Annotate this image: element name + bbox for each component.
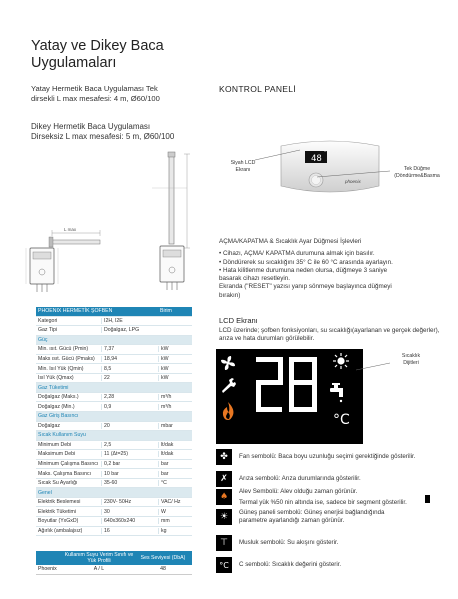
table-cell: bar [158,461,192,467]
instruction-line: • Döndürerek su sıcaklığını 35° C ile 60 °C arasında ayarlayın. [219,258,393,266]
table-cell: Doğalgaz, LPG [101,327,158,333]
legend-line: parametre ayarlandığı zaman görünür. [239,517,345,524]
table-cell: 2,28 [101,394,158,400]
table-cell: °C [158,480,192,486]
table-cell: Gaz Tipi [38,327,58,334]
dimension-label: L max [64,227,77,232]
table-cell: 0,2 bar [101,461,158,467]
header-cell: Kullanım Suyu Verim Sınıfı ve Yük Profili [64,552,134,564]
table-cell: m³/h [158,404,192,410]
wrench-icon: ✗ [216,471,232,487]
knob-callout-line [305,168,395,180]
legend-line: Arıza sembolü: Arıza durumlarında gösterilir. [239,475,361,483]
table-cell: Minimum Çalışma Basıncı [38,461,99,468]
knob-instructions [219,238,439,300]
instruction-line: basarak cihazı resetleyin. [219,275,291,283]
legend-text [239,488,407,506]
cell: 48 [160,566,166,573]
table-cell: Min. Isıl Yük (Qmin) [38,365,84,372]
cell: Phoenix [38,566,57,573]
table-cell: bar [158,471,192,477]
table-cell: 22 [101,375,158,381]
table-section-row [36,383,192,393]
table-cell: kW [158,375,192,381]
temp-label-line-2: Dijitleri [403,359,419,366]
table-row [36,393,192,403]
legend-text [239,475,361,483]
lcd-display [216,349,363,444]
legend-flame [216,484,446,510]
table-cell: mm [158,518,192,524]
page-title [31,38,231,72]
table-cell: Isıl Yük (Qmax) [38,375,74,382]
table-section-row [36,488,192,498]
legend-sun [216,508,446,526]
table-cell: Doğalgaz (Min.) [38,403,75,410]
table-cell: Maksimum Debi [38,451,76,458]
table-cell: m³/h [158,394,192,400]
table-row [36,450,192,460]
knob-label-line-2: (Döndürme&Basma [394,172,440,179]
temperature-digits-label [391,353,431,366]
horizontal-app-text [31,84,221,104]
table-row [36,469,192,479]
table-cell: 0,9 [101,404,158,410]
instruction-line: • Cihazı, AÇMA/ KAPATMA durumuna almak için basılır. [219,250,375,258]
table-cell: 35-60 [101,480,158,486]
table-cell: Elektrik Tüketimi [38,508,76,515]
table-cell: 8,5 [101,366,158,372]
table-cell: Minimum Debi [38,441,72,448]
efficiency-table [36,551,192,575]
table-section-row [36,336,192,346]
table-cell: Gaz Tüketimi [38,384,69,391]
table-cell: 20 [101,423,158,429]
sun-icon: ☀ [216,509,232,525]
lcd-callout-line [255,148,300,168]
table-cell: 230V- 50Hz [101,499,158,505]
table-cell: lt/dak [158,451,192,457]
legend-line: Güneş paneli sembolü: Güneş enerjisi bağlandığında [239,509,385,517]
horizontal-app-line-1: Yatay Hermetik Baca Uygulaması Tek [31,84,158,93]
single-segment-icon [425,495,430,503]
table-row [36,507,192,517]
vertical-app-line-1: Dikey Hermetik Baca Uygulaması [31,122,151,131]
legend-text [239,509,385,524]
display-value: 48 [311,154,322,164]
table-cell: Doğalgaz (Maks.) [38,394,79,401]
legend-line: C sembolü: Sıcaklık değerini gösterir. [239,561,342,569]
table-row [36,441,192,451]
table-row [36,422,192,432]
table-cell: kW [158,366,192,372]
vertical-app-text [31,122,221,142]
table-cell: kW [158,356,192,362]
fan-icon: ✤ [216,449,232,465]
table-row [36,517,192,527]
table-cell: Kategori [38,317,58,324]
lcd-sun-icon [333,353,349,369]
spec-table [36,307,192,536]
lcd-screen-label [226,160,260,173]
table-row [36,527,192,537]
table-row [36,317,192,327]
table-row [36,402,192,412]
cell: A / L [93,566,105,573]
legend-faucet [216,534,446,552]
table-cell: Min. ısıt. Gücü (Pmin) [38,346,89,353]
table-section-row [36,412,192,422]
table-cell: 11 (Δt=25) [101,451,158,457]
table-cell: 2,5 [101,442,158,448]
table-section-row [36,431,192,441]
table-row [36,345,192,355]
instructions-heading: AÇMA/KAPATMA & Sıcaklık Ayar Düğmesi İşlevleri [219,238,362,245]
lcd-celsius-symbol: °C [333,412,350,428]
celsius-icon: °C [216,557,232,573]
horizontal-app-line-2: dirsekli L max mesafesi: 4 m, Ø60/100 [31,94,160,103]
table-row [36,364,192,374]
table-cell: 10 bar [101,471,158,477]
flue-installation-diagram [22,148,197,298]
legend-text [239,539,338,547]
legend-text [239,561,341,569]
header-cell: PHOENIX HERMETİK ŞOFBEN [38,308,113,315]
instruction-line: • Hata kilitlenme durumuna neden olursa, düğmeye 3 saniye [219,266,388,274]
spec-table-header [36,307,192,317]
table-cell: Güç [38,336,48,343]
table-cell: kW [158,346,192,352]
brand-logo: phoenix [345,179,361,184]
legend-line: Musluk sembolü: Su akışını gösterir. [239,539,339,547]
table-cell: Sıcak Kullanım Suyu [38,432,86,439]
title-line-2: Uygulamaları [31,55,117,71]
table-cell: W [158,509,192,515]
temp-label-line-1: Sıcaklık [401,353,421,359]
table-cell: 16 [101,528,158,534]
instruction-line: Ekranda ("RESET" yazısı yanıp sönmeye başlayınca düğmeyi [219,283,392,291]
flame-icon: ♠ [216,489,232,505]
table-row [36,374,192,384]
table-cell: Boyutlar (YxGxD) [38,518,79,525]
legend-fan [216,448,446,466]
table-cell: mbar [158,423,192,429]
table-cell: Maks ısıt. Gücü (Pmaks) [38,356,95,362]
table-row [36,498,192,508]
table-cell: Elektrik Beslemesi [38,499,81,506]
lcd-label-line-1: Siyah LCD [230,160,256,166]
header-cell: Ses Seviyesi (DbA) [140,555,186,561]
table-cell: VAC/ Hz [158,499,192,505]
table-cell: Doğalgaz [38,422,60,429]
table-cell: Ağırlık (ambalajsız) [38,527,83,534]
faucet-icon: ⊤ [216,535,232,551]
lcd-heading: LCD Ekranı [219,316,258,325]
legend-text [239,453,415,461]
table-row [36,355,192,365]
lcd-description: LCD üzerinde; şofben fonksiyonları, su sıcaklığı(ayarlanan ve gerçek değerler), arıza ve hata durumları görülebilir. [219,327,440,342]
title-line-1: Yatay ve Dikey Baca [31,38,164,54]
control-panel-heading: KONTROL PANELİ [219,84,296,94]
temp-callout-line [356,360,396,372]
instruction-line: bırakın) [219,291,241,299]
efficiency-table-row [36,565,192,575]
header-cell: Birim [160,308,172,315]
lcd-label-line-2: Ekranı [235,166,251,173]
knob-label-line-1: Tek Düğme [403,166,431,172]
table-cell: 18,94 [101,356,158,362]
table-cell: 640x360x240 [101,518,158,524]
table-cell: Genel [38,489,52,496]
table-cell: 7,37 [101,346,158,352]
table-row [36,460,192,470]
table-cell: lt/dak [158,442,192,448]
table-cell: I2H, I2E [101,318,158,324]
vertical-app-line-2: Dirseksiz L max mesafesi: 5 m, Ø60/100 [31,132,175,141]
table-cell: Gaz Giriş Basıncı [38,413,79,420]
table-row [36,326,192,336]
table-cell: Maks. Çalışma Basıncı [38,470,92,477]
table-cell: kg [158,528,192,534]
legend-celsius [216,556,446,574]
legend-line: Alev Sembolü: Alev olduğu zaman görünür. [239,487,358,495]
table-row [36,479,192,489]
table-cell: Sıcak Su Ayarlığı [38,480,78,487]
legend-line: Termal yük %50 nin altında ise, sadece bir segment gösterilir. [239,498,407,506]
svg-text:°C: °C [323,149,327,153]
efficiency-table-header [36,551,192,565]
table-cell: 30 [101,509,158,515]
legend-line: Fan sembolü: Baca boyu uzunluğu seçimi gerektiğinde gösterilir. [239,453,416,461]
knob-label [388,166,446,179]
